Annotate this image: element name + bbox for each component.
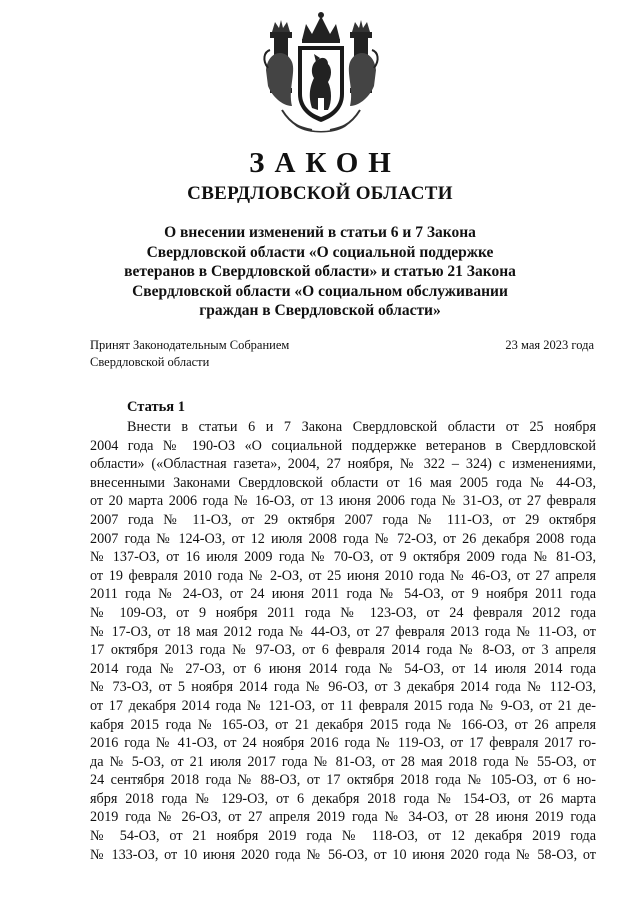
article-body xyxy=(90,418,596,864)
article-heading: Статья 1 xyxy=(127,399,185,415)
article-text-line: 2019 года № 26-ОЗ, от 27 апреля 2019 года № 34-ОЗ, от 28 июня 2019 года xyxy=(90,809,596,826)
adoption-line: Свердловской области xyxy=(90,355,210,369)
article-text-line: 2007 года № 11-ОЗ, от 29 октября 2007 года № 111-ОЗ, от 29 октября xyxy=(90,511,596,528)
article-text-line: Внести в статьи 6 и 7 Закона Свердловской области от 25 ноября xyxy=(127,419,596,435)
law-name-line: ветеранов в Свердловской области» и статью 21 Закона xyxy=(124,263,516,280)
article-text-line: № 73-ОЗ, от 5 ноября 2014 года № 96-ОЗ, от 3 декабря 2014 года № 112-ОЗ, xyxy=(90,679,596,696)
law-name-line: Свердловской области «О социальном обслуживании xyxy=(132,282,508,300)
article-text-line: от 17 декабря 2014 года № 121-ОЗ, от 11 февраля 2015 года № 9-ОЗ, от 21 де- xyxy=(90,697,596,714)
document-title: ЗАКОН xyxy=(249,147,401,179)
article-text-line: внесенными Законами Свердловской области от 16 мая 2005 года № 44-ОЗ, xyxy=(90,474,596,491)
article-text-line: ября 2018 года № 129-ОЗ, от 6 декабря 2018 года № 154-ОЗ, от 26 марта xyxy=(90,790,596,807)
adoption-date: 23 мая 2023 года xyxy=(505,338,594,352)
article-text-line: области» («Областная газета», 2004, 27 ноября, № 322 – 324) с изменениями, xyxy=(90,456,596,473)
article-text-line: кабря 2015 года № 165-ОЗ, от 21 декабря 2015 года № 166-ОЗ, от 26 апреля xyxy=(90,716,596,733)
article-text-line: № 17-ОЗ, от 18 мая 2012 года № 44-ОЗ, от 27 февраля 2013 года № 11-ОЗ, от xyxy=(90,623,596,640)
adoption-body xyxy=(90,337,289,371)
article-text-line: от 19 февраля 2010 года № 2-ОЗ, от 25 июня 2010 года № 46-ОЗ, от 27 апреля xyxy=(90,567,596,584)
article-text-line: № 109-ОЗ, от 9 ноября 2011 года № 123-ОЗ, от 24 февраля 2012 года xyxy=(90,604,596,621)
article-text-line: 2007 года № 124-ОЗ, от 12 июля 2008 года № 72-ОЗ, от 26 декабря 2008 года xyxy=(90,530,596,547)
article-text-line: 2004 года № 190-ОЗ «О социальной поддержке ветеранов в Свердловской xyxy=(90,437,596,454)
article-text-line: № 54-ОЗ, от 21 ноября 2019 года № 118-ОЗ, от 12 декабря 2019 года xyxy=(90,828,596,845)
law-name xyxy=(80,223,560,321)
article-text-line: 2011 года № 24-ОЗ, от 24 июня 2011 года № 54-ОЗ, от 9 ноября 2011 года xyxy=(90,586,596,603)
article-text-line: от 20 марта 2006 года № 16-ОЗ, от 13 июня 2006 года № 31-ОЗ, от 27 февраля xyxy=(90,493,596,510)
article-text-line: 24 сентября 2018 года № 88-ОЗ, от 17 октября 2018 года № 105-ОЗ, от 6 но- xyxy=(90,772,596,789)
article-text-line: 17 октября 2013 года № 97-ОЗ, от 6 февраля 2014 года № 8-ОЗ, от 3 апреля xyxy=(90,642,596,659)
article-text-line: № 137-ОЗ, от 16 июля 2009 года № 70-ОЗ, от 9 октября 2009 года № 81-ОЗ, xyxy=(90,549,596,566)
law-name-line: граждан в Свердловской области» xyxy=(199,302,441,319)
article-text-line: № 133-ОЗ, от 10 июня 2020 года № 56-ОЗ, от 10 июня 2020 года № 58-ОЗ, от xyxy=(90,846,596,863)
sverdlovsk-coat-of-arms-icon xyxy=(262,10,380,140)
law-name-line: Свердловской области «О социальной поддержке xyxy=(146,243,494,261)
article-text-line: 2016 года № 41-ОЗ, от 24 ноября 2016 года № 119-ОЗ, от 17 февраля 2017 го- xyxy=(90,735,596,752)
article-text-line: да № 5-ОЗ, от 21 июля 2017 года № 81-ОЗ, от 28 мая 2018 года № 55-ОЗ, от xyxy=(90,753,596,770)
article-text-line: 2014 года № 27-ОЗ, от 6 июня 2014 года № 54-ОЗ, от 14 июля 2014 года xyxy=(90,660,596,677)
document-subtitle: СВЕРДЛОВСКОЙ ОБЛАСТИ xyxy=(187,183,453,204)
adoption-line: Принят Законодательным Собранием xyxy=(90,338,290,352)
law-name-line: О внесении изменений в статьи 6 и 7 Закона xyxy=(164,224,476,241)
